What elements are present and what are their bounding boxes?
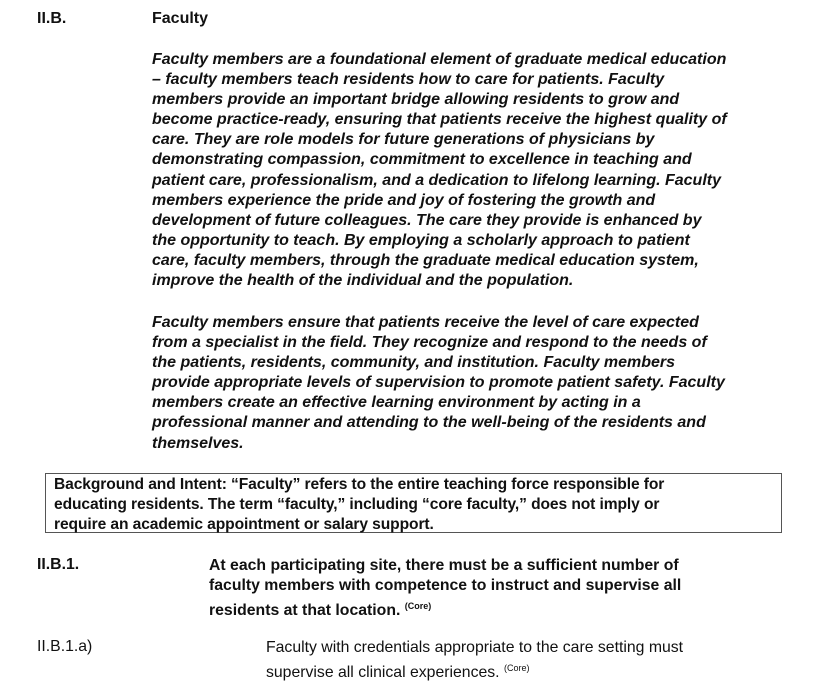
- paragraph-line: care, faculty members, through the graduate medical education system,: [152, 251, 699, 269]
- paragraph-line: become practice-ready, ensuring that patients receive the highest quality of: [152, 111, 727, 129]
- requirement-text: [209, 556, 681, 621]
- paragraph-line: Faculty members are a foundational element of graduate medical education: [152, 51, 727, 68]
- background-intent-box: [45, 473, 782, 533]
- box-line: require an academic appointment or salary support.: [54, 516, 434, 533]
- core-tag: (Core): [404, 601, 432, 611]
- requirement-line: [209, 596, 681, 621]
- paragraph-line: from a specialist in the field. They recognize and respond to the needs of: [152, 334, 707, 352]
- paragraph-line: – faculty members teach residents how to care for patients. Faculty: [152, 71, 665, 89]
- paragraph-line: Faculty members ensure that patients receive the level of care expected: [152, 314, 699, 331]
- paragraph-line: patient care, professionalism, and a dedication to lifelong learning. Faculty: [152, 171, 721, 189]
- paragraph-line: the opportunity to teach. By employing a scholarly approach to patient: [152, 231, 690, 249]
- requirement-line-text: residents at that location.: [209, 602, 401, 619]
- requirement-line: Faculty with credentials appropriate to the care setting must: [266, 639, 684, 656]
- paragraph-line: demonstrating compassion, commitment to excellence in teaching and: [152, 151, 692, 169]
- paragraph-line: members provide an important bridge allowing residents to grow and: [152, 91, 680, 109]
- background-intent-text: [54, 475, 664, 535]
- paragraph-line: development of future colleagues. The care they provide is enhanced by: [152, 211, 702, 229]
- box-line: Background and Intent: “Faculty” refers to the entire teaching force responsible for: [54, 476, 665, 493]
- paragraph-line: members create an effective learning environment by acting in a: [152, 394, 641, 412]
- box-line: educating residents. The term “faculty,” including “core faculty,” does not imply or: [54, 496, 660, 513]
- paragraph-line: members experience the pride and joy of fostering the growth and: [152, 191, 656, 209]
- requirement-text: [266, 638, 683, 683]
- paragraph-line: care. They are role models for future generations of physicians by: [152, 131, 655, 149]
- requirement-line: faculty members with competence to instruct and supervise all: [209, 577, 682, 594]
- section-title: Faculty: [152, 10, 209, 27]
- requirement-line-text: supervise all clinical experiences.: [266, 664, 500, 681]
- core-tag: (Core): [503, 663, 530, 673]
- section-number: II.B.: [37, 10, 67, 27]
- intro-paragraph-1: [152, 50, 727, 291]
- requirement-number: II.B.1.: [37, 556, 80, 573]
- paragraph-line: professional manner and attending to the well-being of the residents and: [152, 414, 706, 432]
- requirement-line: At each participating site, there must be a sufficient number of: [209, 557, 679, 574]
- paragraph-line: provide appropriate levels of supervision to promote patient safety. Faculty: [152, 374, 725, 392]
- paragraph-line: improve the health of the individual and the population.: [152, 272, 574, 290]
- paragraph-line: themselves.: [152, 434, 244, 452]
- requirement-line: [266, 658, 683, 683]
- paragraph-line: the patients, residents, community, and institution. Faculty members: [152, 354, 676, 372]
- requirement-number: II.B.1.a): [37, 638, 93, 655]
- intro-paragraph-2: [152, 313, 725, 454]
